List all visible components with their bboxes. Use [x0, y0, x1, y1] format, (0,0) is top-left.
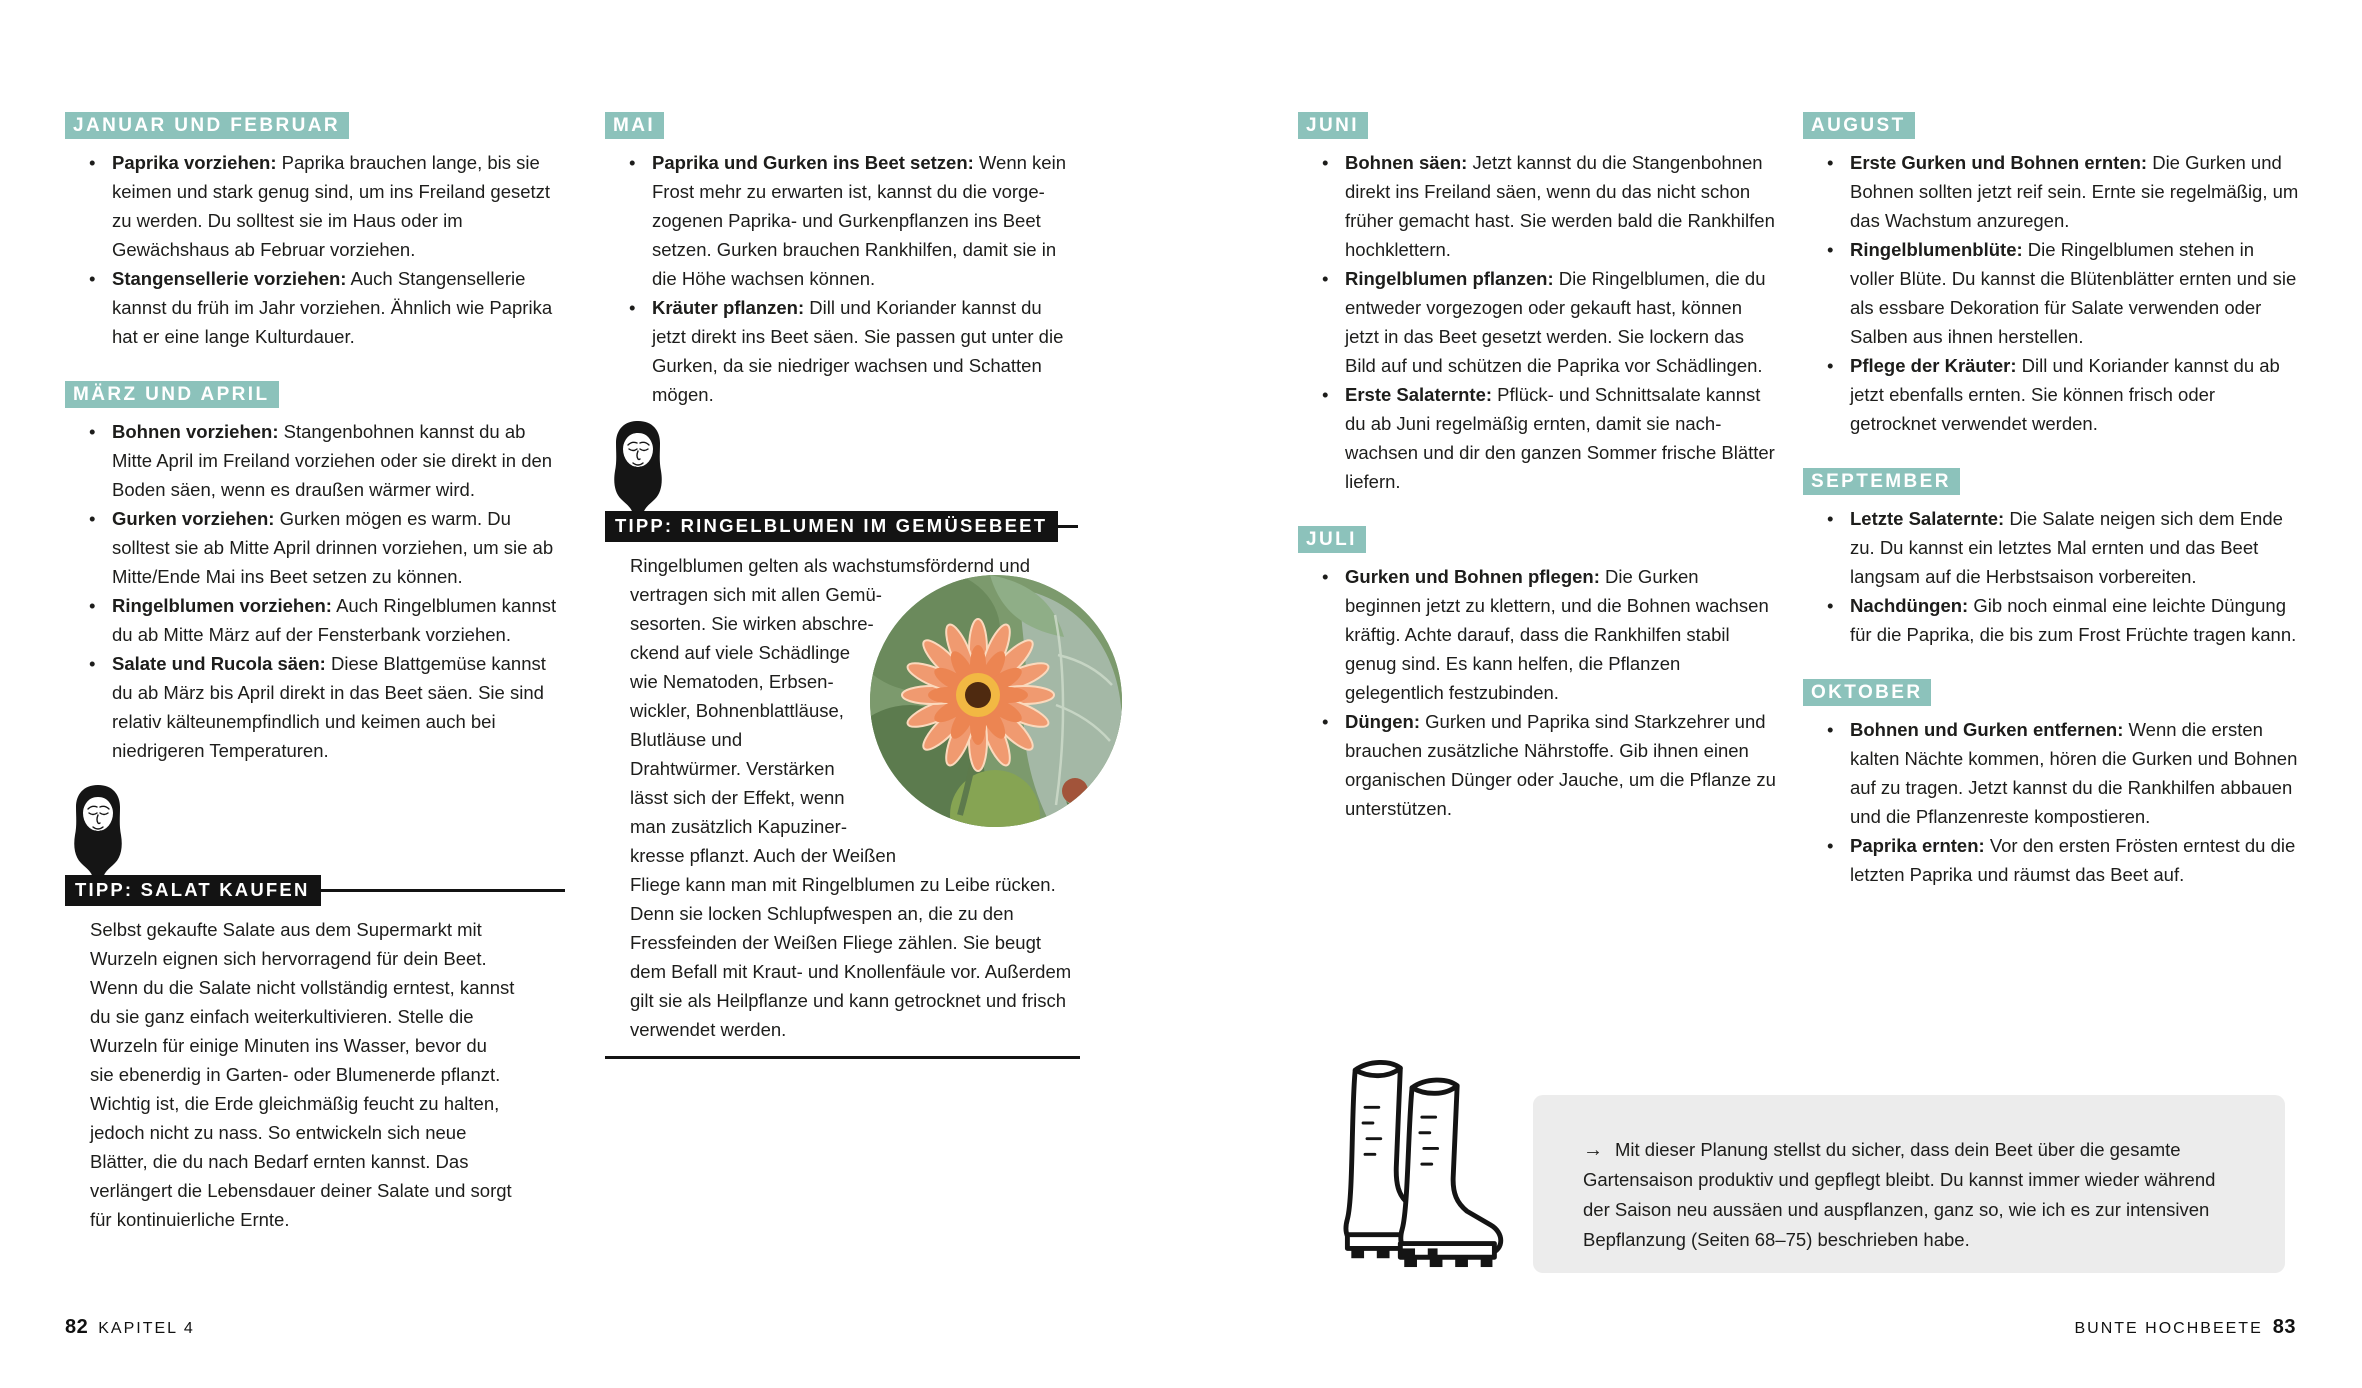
task-label: Nachdüngen: — [1850, 595, 1969, 616]
task-text: Pflück- und Schnittsalate kannst du ab Juni regelmäßig ernten, damit sie nachwachsen und dir den ganzen Sommer frische Blätter liefern. — [1345, 384, 1775, 492]
task-label: Gurken vorziehen: — [112, 508, 275, 529]
list-item — [65, 264, 565, 351]
month-task-list — [605, 148, 1080, 409]
page-number: 83 — [2272, 1316, 2296, 1338]
task-text: Gurken mögen es warm. Du solltest sie ab Mitte April drinnen vorziehen, um sie ab Mitte/Ende Mai ins Beet setzen zu können. — [112, 508, 554, 587]
month-heading: MAI — [605, 112, 664, 139]
task-text: Stangenbohnen kannst du ab Mitte April im Freiland vorziehen oder sie direkt in den Boden säen, wenn es draußen wärmer wird. — [112, 421, 553, 500]
task-text: Paprika brauchen lange, bis sie keimen und stark genug sind, um ins Freiland gesetzt zu werden. Du solltest sie im Haus oder im Gewächshaus ab Februar vorziehen. — [112, 152, 551, 260]
tip-header-ringelblumen — [605, 511, 1078, 542]
task-text: Die Gurken beginnen jetzt zu klettern, und die Bohnen wachsen kräftig. Achte darauf, dass die Rankhilfen stabil genug sind. Es kann helfen, die Pflanzen gelegentlich festzubinden. — [1345, 566, 1769, 703]
right-page-column-1 — [1298, 112, 1778, 823]
list-item — [1803, 504, 2300, 591]
page-number: 82 — [65, 1316, 89, 1338]
month-task-list — [1298, 148, 1778, 496]
tip-title: TIPP: SALAT KAUFEN — [65, 875, 321, 906]
month-heading: JULI — [1298, 526, 1366, 553]
list-item — [605, 293, 1080, 409]
task-text: Dill und Koriander kannst du jetzt direkt ins Beet säen. Sie passen gut unter die Gurken, da sie niedriger wachsen und Schatten mögen. — [652, 297, 1064, 405]
list-item — [65, 504, 565, 591]
task-label: Bohnen säen: — [1345, 152, 1468, 173]
left-page-column-1 — [65, 112, 565, 1234]
chapter-label: BUNTE HOCHBEETE — [2074, 1320, 2263, 1337]
month-task-list — [65, 148, 565, 351]
task-text: Dill und Koriander kannst du ab jetzt ebenfalls ernten. Sie können frisch oder getrocknet verwendet werden. — [1850, 355, 2280, 434]
task-text: Auch Stangensellerie kannst du früh im Jahr vorziehen. Ähnlich wie Paprika hat er eine lange Kulturdauer. — [112, 268, 553, 347]
task-label: Paprika und Gurken ins Beet setzen: — [652, 152, 974, 173]
task-label: Pflege der Kräuter: — [1850, 355, 2017, 376]
section-oktober — [1803, 679, 2300, 889]
task-label: Letzte Salaternte: — [1850, 508, 2005, 529]
list-item — [1803, 715, 2300, 831]
chapter-label: KAPITEL 4 — [98, 1320, 195, 1337]
tip-bottom-rule — [605, 1056, 1080, 1059]
list-item — [605, 148, 1080, 293]
task-text: Die Salate neigen sich dem Ende zu. Du kannst ein letztes Mal ernten und das Beet langsam auf die Herbstsaison vorbereiten. — [1850, 508, 2283, 587]
month-heading: JUNI — [1298, 112, 1368, 139]
section-januar-februar — [65, 112, 565, 351]
month-task-list — [1803, 715, 2300, 889]
month-task-list — [65, 417, 565, 765]
month-heading: MÄRZ UND APRIL — [65, 381, 279, 408]
task-text: Die Ringelblumen, die du entweder vorgezogen oder gekauft hast, können jetzt in das Beet gesetzt werden. Sie lockern das Bild auf und schützen die Paprika vor Schädlingen. — [1345, 268, 1766, 376]
task-label: Erste Gurken und Bohnen ernten: — [1850, 152, 2148, 173]
tip-rule-line — [321, 889, 565, 892]
month-task-list — [1803, 148, 2300, 438]
left-page-column-2 — [605, 112, 1080, 1059]
tip-title: TIPP: RINGELBLUMEN IM GEMÜSEBEET — [605, 511, 1058, 542]
section-juli — [1298, 526, 1778, 823]
page-footer-left — [65, 1316, 195, 1339]
list-item — [65, 417, 565, 504]
author-portrait-icon — [67, 781, 129, 885]
section-august — [1803, 112, 2300, 438]
tip-rule-line — [1058, 525, 1078, 528]
right-page-column-2 — [1803, 112, 2300, 889]
task-text: Wenn kein Frost mehr zu erwarten ist, kannst du die vorgezogenen Paprika- und Gurkenpflanzen ins Beet setzen. Gurken brauchen Rankhilfen, damit sie in die Höhe wachsen können. — [652, 152, 1066, 289]
task-label: Ringelblumenblüte: — [1850, 239, 2023, 260]
tip-header-salat-kaufen — [65, 875, 565, 906]
list-item — [1298, 562, 1778, 707]
list-item — [1298, 380, 1778, 496]
list-item — [65, 148, 565, 264]
list-item — [1298, 707, 1778, 823]
task-text: Vor den ersten Frösten erntest du die letzten Paprika und räumst das Beet auf. — [1850, 835, 2296, 885]
tip-body-copy: Ringelblumen gelten als wachstumsfördernd und vertragen sich mit allen Gemüsesorten. Sie wirken abschreckend auf viele Schädlinge wie Nematoden, Erbsenwickler, Bohnenblattläuse, Blutläuse und Drahtwürmer. Verstärken lässt sich der Effekt, wenn man zusätzlich Kapuzinerkresse pflanzt. Auch der Weißen Fliege kann man mit Ringelblumen zu Leibe rücken. Denn sie locken Schlupfwespen an, die zu den Fressfeinden der Weißen Fliege zählen. Sie beugt dem Befall mit Kraut- und Knollenfäule vor. Außerdem gilt sie als Heilpflanze und kann getrocknet und frisch verwendet werden. — [630, 554, 1072, 1040]
summary-note-box — [1533, 1095, 2285, 1273]
task-text: Die Gurken und Bohnen sollten jetzt reif sein. Ernte sie regelmäßig, um das Wachstum anzuregen. — [1850, 152, 2299, 231]
list-item — [65, 649, 565, 765]
list-item — [1803, 591, 2300, 649]
section-september — [1803, 468, 2300, 649]
task-text: Gurken und Paprika sind Starkzehrer und brauchen zusätzliche Nährstoffe. Gib ihnen einen organischen Dünger oder Jauche, um die Pflanze zu unterstützen. — [1345, 711, 1776, 819]
task-label: Paprika vorziehen: — [112, 152, 277, 173]
task-text: Gib noch einmal eine leichte Düngung für die Paprika, die bis zum Frost Früchte tragen kann. — [1850, 595, 2297, 645]
task-label: Erste Salaternte: — [1345, 384, 1493, 405]
calendula-illustration — [870, 575, 1122, 827]
summary-note-text — [1583, 1135, 2241, 1255]
tip-body-text: Selbst gekaufte Salate aus dem Supermarkt mit Wurzeln eignen sich hervorragend für dein Beet. Wenn du die Salate nicht vollständig erntest, kannst du sie ganz einfach weiterkultivieren. Stelle die Wurzeln für einige Minuten ins Wasser, bevor du sie ebenerdig in Garten- oder Blumenerde pflanzt. Wichtig ist, die Erde gleichmäßig feucht zu halten, jedoch nicht zu nass. So entwickeln sich neue Blätter, die du nach Bedarf ernten kannst. Das verlängert die Lebensdauer deiner Salate und sorgt für kontinuierliche Ernte. — [90, 918, 515, 1230]
list-item — [1803, 831, 2300, 889]
list-item — [1298, 148, 1778, 264]
month-task-list — [1298, 562, 1778, 823]
section-maerz-april — [65, 381, 565, 765]
ringelblume-photo — [870, 575, 1122, 827]
task-text: Wenn die ersten kalten Nächte kommen, hören die Gurken und Bohnen auf zu tragen. Jetzt kannst du die Rankhilfen abbauen und die Pflanzenreste kompostieren. — [1850, 719, 2298, 827]
section-juni — [1298, 112, 1778, 496]
task-text: Auch Ringelblumen kannst du ab Mitte März auf der Fensterbank vorziehen. — [112, 595, 557, 645]
summary-note-copy: Mit dieser Planung stellst du sicher, dass dein Beet über die gesamte Gartensaison produktiv und gepflegt bleibt. Du kannst immer wieder während der Saison neu aussäen und auspflanzen, ganz so, wie ich es zur intensiven Bepflanzung (Seiten 68–75) beschrieben habe. — [1583, 1139, 2216, 1250]
month-task-list — [1803, 504, 2300, 649]
task-label: Bohnen vorziehen: — [112, 421, 279, 442]
month-heading: SEPTEMBER — [1803, 468, 1960, 495]
list-item — [65, 591, 565, 649]
task-label: Ringelblumen vorziehen: — [112, 595, 332, 616]
month-heading: AUGUST — [1803, 112, 1915, 139]
task-label: Ringelblumen pflanzen: — [1345, 268, 1554, 289]
arrow-icon: → — [1583, 1139, 1603, 1161]
task-text: Jetzt kannst du die Stangenbohnen direkt ins Freiland säen, wenn du das nicht schon früher gemacht hast. Sie werden bald die Rankhilfen hochklettern. — [1345, 152, 1775, 260]
list-item — [1803, 351, 2300, 438]
page-footer-right — [2075, 1316, 2297, 1339]
list-item — [1803, 148, 2300, 235]
month-heading: JANUAR UND FEBRUAR — [65, 112, 349, 139]
task-text: Die Ringelblumen stehen in voller Blüte. Du kannst die Blütenblätter ernten und sie als essbare Dekoration für Salate verwenden oder Salben aus ihnen herstellen. — [1850, 239, 2297, 347]
list-item — [1803, 235, 2300, 351]
month-heading: OKTOBER — [1803, 679, 1931, 706]
task-label: Kräuter pflanzen: — [652, 297, 805, 318]
task-label: Paprika ernten: — [1850, 835, 1985, 856]
section-mai — [605, 112, 1080, 409]
list-item — [1298, 264, 1778, 380]
task-label: Bohnen und Gurken entfernen: — [1850, 719, 2124, 740]
task-label: Salate und Rucola säen: — [112, 653, 326, 674]
task-text: Diese Blattgemüse kannst du ab März bis April direkt in das Beet säen. Sie sind relativ kälteunempfindlich und keimen auch bei niedrigeren Temperaturen. — [112, 653, 546, 761]
rubber-boots-icon — [1318, 1048, 1514, 1294]
task-label: Düngen: — [1345, 711, 1421, 732]
author-portrait-icon — [607, 417, 669, 521]
task-label: Stangensellerie vorziehen: — [112, 268, 347, 289]
task-label: Gurken und Bohnen pflegen: — [1345, 566, 1600, 587]
